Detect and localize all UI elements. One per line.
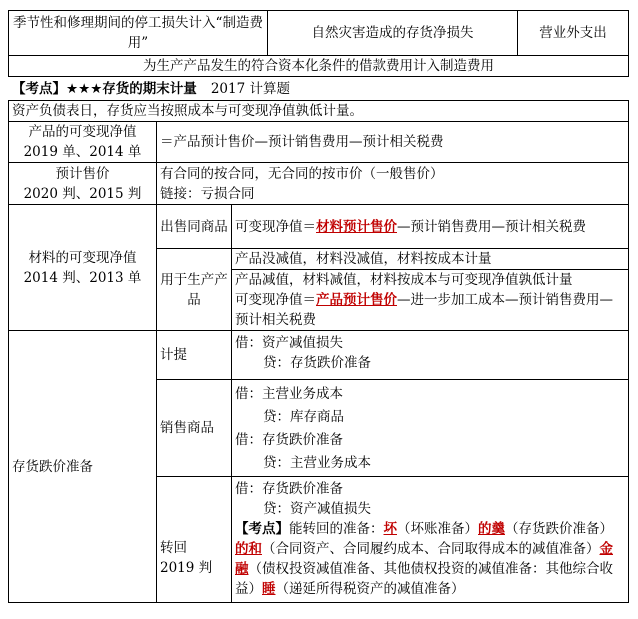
sale-entry: 借：主营业务成本 贷：库存商品 借：存货跌价准备 贷：主营业务成本 [232,380,629,477]
material-price-highlight: 材料预计售价 [316,218,397,235]
reversal-exam: 2019 判 [160,559,213,576]
material-for-sale-label: 出售同商品 [157,205,232,249]
top-cell-disaster-loss: 自然灾害造成的存货净损失 [268,11,518,56]
mnemonic-de-geng: 的羹 [478,521,505,537]
top-cell-downtime-loss: 季节性和修理期间的停工损失计入“制造费用” [9,11,268,56]
mnemonic-huai: 坏 [383,521,397,537]
material-for-production-label: 用于生产产品 [157,249,232,331]
heading-year: 2017 计算题 [210,81,290,97]
production-case-no-impairment: 产品没减值，材料没减值，材料按成本计量 [232,249,629,270]
production-case-impairment: 产品减值，材料减值，材料按成本与可变现净值孰低计量 可变现净值＝产品预计售价—进一步加工成本—预计销售费用—预计相关税费 [232,270,629,331]
sale-label: 销售商品 [157,380,232,477]
mnemonic-shui: 睡 [262,581,276,597]
intro-row: 资产负债表日，存货应当按照成本与可变现净值孰低计量。 [9,101,629,122]
accrue-label: 计提 [157,331,232,380]
material-nrv-label: 材料的可变现净值 2014 判、2013 单 [9,205,157,331]
inventory-measurement-table [8,100,629,603]
heading-label: 【考点】★★★存货的期末计量 [12,81,197,97]
reversal-entry: 借：存货跌价准备 贷：资产减值损失 【考点】能转回的准备：坏（坏账准备）的羹（存货跌价准备）的和（合同资产、合同履约成本、合同取得成本的减值准备）金融（债权投资减值准备、其他债权投资的减值准备：其他综合收益）睡（递延所得税资产的减值准备） [232,477,629,603]
mnemonic-de-he: 的和 [235,541,262,557]
material-for-sale-formula: 可变现净值＝材料预计售价—预计销售费用—预计相关税费 [232,205,629,249]
estimated-price-rule: 有合同的按合同，无合同的按市价（一般售价） 链接：亏损合同 [157,163,629,205]
mnemonic-jin-rong: 金融 [235,541,613,577]
provision-label: 存货跌价准备 [9,331,157,603]
top-summary-table [8,10,629,77]
top-cell-borrowing-costs: 为生产产品发生的符合资本化条件的借款费用计入制造费用 [9,56,629,77]
estimated-price-exam: 2020 判、2015 判 [23,185,142,202]
product-nrv-exam: 2019 单、2014 单 [23,144,142,160]
product-nrv-label: 产品的可变现净值 2019 单、2014 单 [9,122,157,163]
product-price-highlight: 产品预计售价 [316,292,397,308]
accrue-entry: 借：资产减值损失 贷：存货跌价准备 [232,331,629,380]
material-nrv-exam: 2014 判、2013 单 [23,269,142,286]
product-nrv-formula: ＝产品预计售价—预计销售费用—预计相关税费 [157,122,629,163]
section-heading [12,79,290,99]
top-cell-non-operating: 营业外支出 [518,11,629,56]
estimated-price-label: 预计售价 2020 判、2015 判 [9,163,157,205]
reversal-note: 【考点】能转回的准备：坏（坏账准备）的羹（存货跌价准备）的和（合同资产、合同履约成本、合同取得成本的减值准备）金融（债权投资减值准备、其他债权投资的减值准备：其他综合收益）睡（递延所得税资产的减值准备） [235,521,613,597]
reversal-label: 转回 2019 判 [157,477,232,603]
estimated-price-link: 链接：亏损合同 [160,185,255,202]
